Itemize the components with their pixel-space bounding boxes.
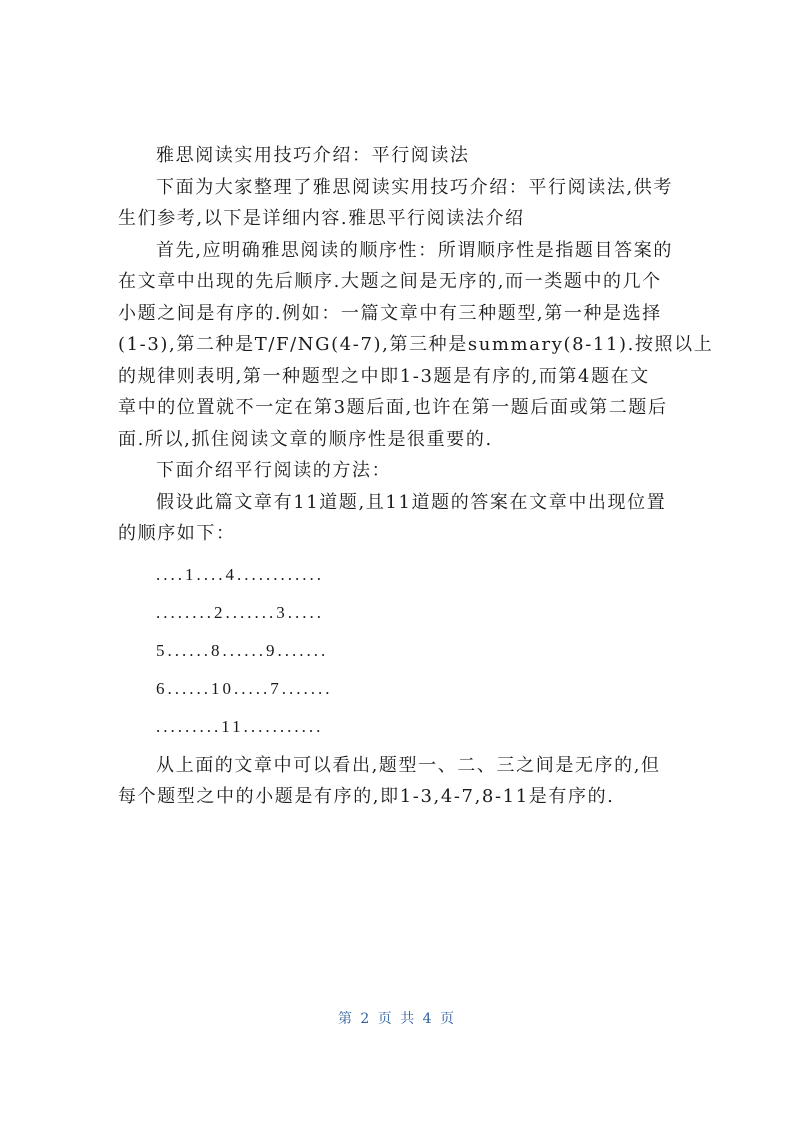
paragraph-line: 从上面的文章中可以看出,题型一、二、三之间是无序的,但 [156, 754, 661, 776]
paragraph-line: 下面为大家整理了雅思阅读实用技巧介绍：平行阅读法,供考 [156, 176, 673, 198]
paragraph-line: 下面介绍平行阅读的方法： [156, 460, 392, 481]
paragraph-line: 章中的位置就不一定在第3题后面,也许在第一题后面或第二题后 [118, 397, 668, 418]
paragraph-line: 的规律则表明,第一种题型之中即1-3题是有序的,而第4题在文 [118, 365, 650, 387]
paragraph-line: 生们参考,以下是详细内容.雅思平行阅读法介绍 [118, 208, 525, 229]
document-title: 雅思阅读实用技巧介绍：平行阅读法 [156, 145, 470, 166]
paragraph-line: 首先,应明确雅思阅读的顺序性：所谓顺序性是指题目答案的 [156, 239, 673, 261]
answer-order-line: ........2.......3..... [156, 602, 324, 622]
paragraph-line: 在文章中出现的先后顺序.大题之间是无序的,而一类题中的几个 [118, 271, 662, 292]
answer-order-line: ....1....4............ [156, 564, 324, 584]
answer-order-line: .........11........... [156, 716, 324, 736]
paragraph-line: 每个题型之中的小题是有序的,即1-3,4-7,8-11是有序的. [118, 786, 615, 807]
page-number-footer: 第 2 页 共 4 页 [337, 1011, 457, 1027]
answer-order-line: 5......8......9....... [156, 640, 329, 660]
paragraph-line: 小题之间是有序的.例如：一篇文章中有三种题型,第一种是选择 [118, 302, 662, 324]
paragraph-line: 假设此篇文章有11道题,且11道题的答案在文章中出现位置 [156, 491, 667, 513]
paragraph-line: 的顺序如下： [118, 523, 236, 544]
document-body [118, 140, 714, 813]
paragraph-line: (1-3),第二种是T/F/NG(4-7),第三种是summary(8-11).按照以上 [118, 334, 714, 355]
answer-order-line: 6......10.....7....... [156, 678, 333, 698]
paragraph-line: 面.所以,抓住阅读文章的顺序性是很重要的. [118, 428, 493, 450]
